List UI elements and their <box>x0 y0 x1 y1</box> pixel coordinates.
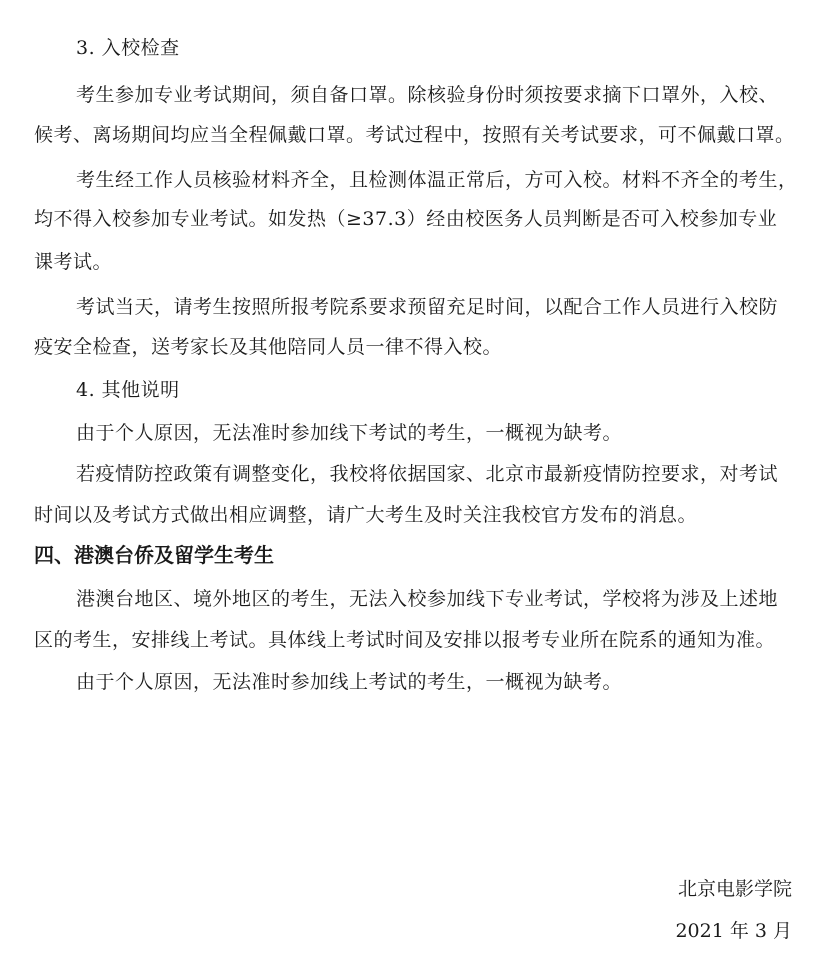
signature-date: 2021 年 3 月 <box>675 920 792 942</box>
paragraph-line: 港澳台地区、境外地区的考生，无法入校参加线下专业考试，学校将为涉及上述地 <box>76 588 779 610</box>
paragraph-line: 均不得入校参加专业考试。如发热（≥37.3）经由校医务人员判断是否可入校参加专业 <box>34 208 778 230</box>
paragraph-line: 疫安全检查，送考家长及其他陪同人员一律不得入校。 <box>34 336 503 358</box>
paragraph-line: 由于个人原因，无法准时参加线下考试的考生，一概视为缺考。 <box>76 422 623 444</box>
paragraph-line: 时间以及考试方式做出相应调整，请广大考生及时关注我校官方发布的消息。 <box>34 504 698 526</box>
paragraph-line: 若疫情防控政策有调整变化，我校将依据国家、北京市最新疫情防控要求，对考试 <box>76 463 779 485</box>
section-heading-hmt-students: 四、港澳台侨及留学生考生 <box>34 543 274 567</box>
paragraph-line: 考试当天，请考生按照所报考院系要求预留充足时间，以配合工作人员进行入校防 <box>76 296 779 318</box>
paragraph-line: 区的考生，安排线上考试。具体线上考试时间及安排以报考专业所在院系的通知为准。 <box>34 629 776 651</box>
paragraph-line: 候考、离场期间均应当全程佩戴口罩。考试过程中，按照有关考试要求，可不佩戴口罩。 <box>34 124 795 146</box>
paragraph-line: 由于个人原因，无法准时参加线上考试的考生，一概视为缺考。 <box>76 671 623 693</box>
paragraph-line: 课考试。 <box>34 251 113 273</box>
paragraph-line: 考生参加专业考试期间，须自备口罩。除核验身份时须按要求摘下口罩外，入校、 <box>76 84 779 106</box>
subheading-other-notes: 4. 其他说明 <box>76 379 180 401</box>
subheading-entry-check: 3. 入校检查 <box>76 37 180 59</box>
paragraph-line: 考生经工作人员核验材料齐全，且检测体温正常后，方可入校。材料不齐全的考生， <box>76 169 798 191</box>
signature-organization: 北京电影学院 <box>677 878 792 900</box>
